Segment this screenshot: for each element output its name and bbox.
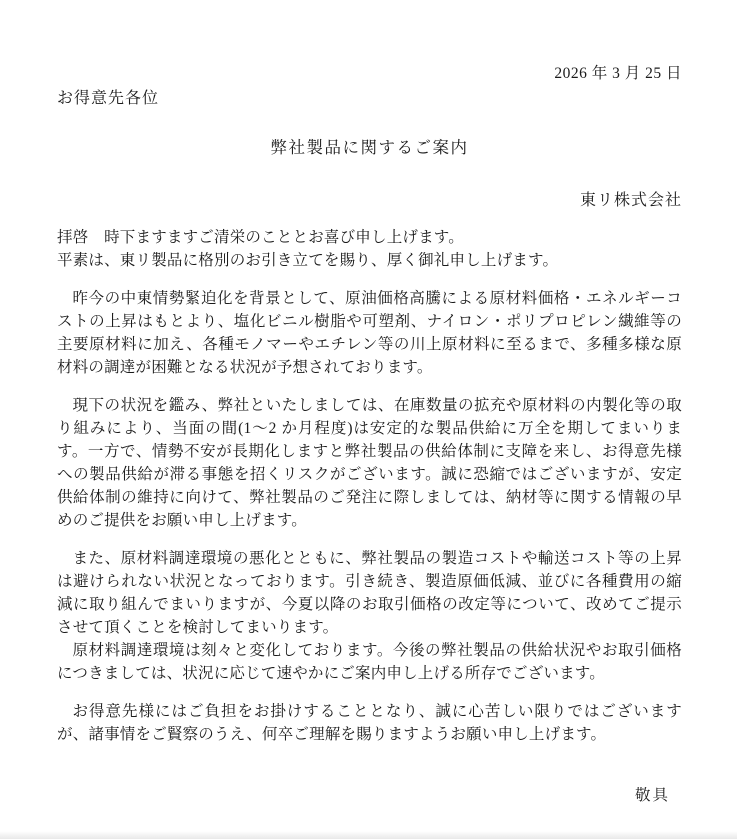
greeting-line: 平素は、東リ製品に格別のお引き立てを賜り、厚く御礼申し上げます。 (57, 252, 559, 269)
scan-artifact (0, 831, 737, 839)
letter-recipient: お得意先各位 (57, 90, 160, 107)
body-paragraph: また、原材料調達環境の悪化とともに、弊社製品の製造コストや輸送コスト等の上昇は避けられない状況となっております。引き続き、製造原価低減、並びに各種費用の縮減に取り組んでまいりますが、今夏以降のお取引価格の改定等について、改めてご提示させて頂くことを検討してまいります。 (57, 550, 682, 636)
body-paragraph: お得意先様にはご負担をお掛けすることとなり、誠に心苦しい限りではございますが、諸事情をご賢察のうえ、何卒ご理解を賜りますようお願い申し上げます。 (57, 703, 682, 743)
body-paragraph: 昨今の中東情勢緊迫化を背景として、原油価格高騰による原材料価格・エネルギーコストの上昇はもとより、塩化ビニル樹脂や可塑剤、ナイロン・ポリプロピレン繊維等の主要原材料に加え、各種モノマーやエチレン等の川上原材料に至るまで、多種多様な原材料の調達が困難となる状況が予想されております。 (57, 290, 682, 376)
letter-content (0, 62, 737, 807)
body-paragraph: 現下の状況を鑑み、弊社といたしましては、在庫数量の拡充や原材料の内製化等の取り組みにより、当面の間(1～2 か月程度)は安定的な製品供給に万全を期してまいります。一方で、情勢不安が長期化しますと弊社製品の供給体制に支障を来し、お得意先様への製品供給が滞る事態を招くリスクがございます。誠に恐縮ではございますが、安定供給体制の維持に向けて、弊社製品のご発注に際しましては、納材等に関する情報の早めのご提供をお願い申し上げます。 (57, 397, 682, 529)
letter-closing: 敬具 (634, 787, 670, 804)
greeting-line: 拝啓 時下ますますご清栄のこととお喜び申し上げます。 (57, 229, 464, 246)
letter-title: 弊社製品に関するご案内 (270, 138, 469, 157)
letter-sender: 東リ株式会社 (579, 192, 682, 209)
letter-body (57, 226, 682, 746)
letter-date: 2026 年 3 月 25 日 (554, 65, 682, 82)
body-paragraph: 原材料調達環境は刻々と変化しております。今後の弊社製品の供給状況やお取引価格につきましては、状況に応じて速やかにご案内申し上げる所存でございます。 (57, 642, 682, 682)
